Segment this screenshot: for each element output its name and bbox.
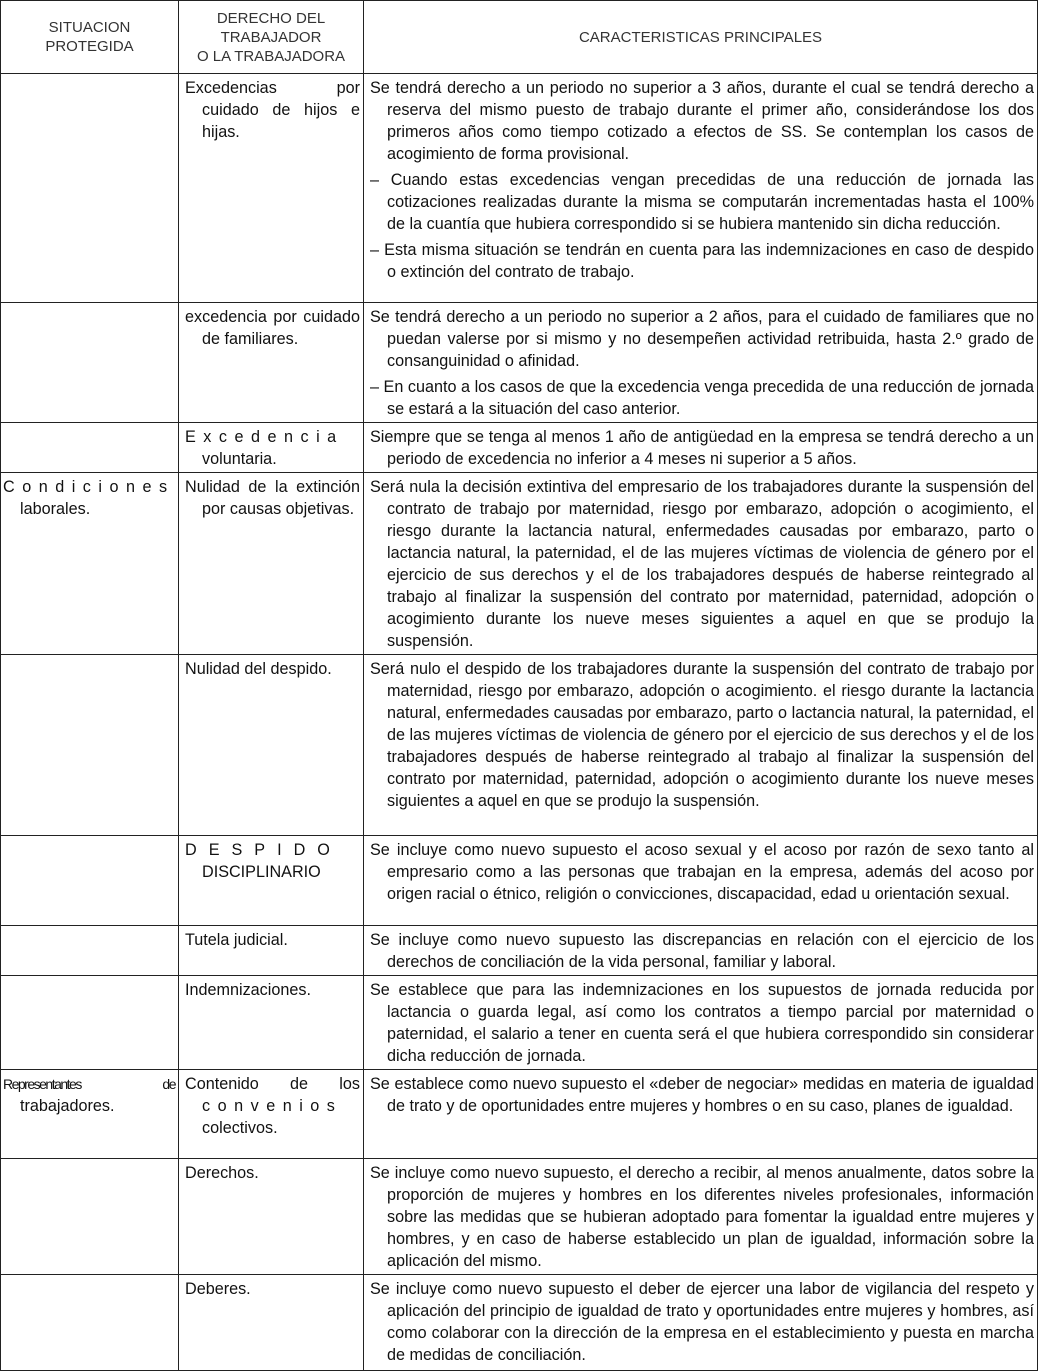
- cell-situacion: [1, 836, 179, 926]
- table-row: [1, 423, 1038, 473]
- table-row: [1, 926, 1038, 976]
- derecho-label-part: DISCIPLINARIO: [202, 863, 321, 881]
- derecho-label: [185, 426, 360, 470]
- cell-situacion: [1, 303, 179, 423]
- derecho-label: Tutela judicial.: [185, 931, 288, 949]
- table-row: [1, 473, 1038, 655]
- cell-derecho: [179, 836, 364, 926]
- cell-situacion: [1, 1275, 179, 1371]
- cell-caracteristicas: [364, 74, 1038, 303]
- header-row: [1, 1, 1038, 74]
- table-row: [1, 1159, 1038, 1275]
- cell-caracteristicas: [364, 1275, 1038, 1371]
- header-derecho: [179, 1, 364, 74]
- caracteristica-text: Será nula la decisión extintiva del empresario de los trabajadores durante la suspensión del contrato de trabajo por maternidad, riesgo por embarazo, adopción o acogimiento, el riesgo durante la lactancia natural, enfermedades causadas por embarazo, parto o lactancia natural, la paternidad, el de las mujeres víctimas de violencia de género por el ejercicio de sus derechos y el de los trabajadores después de haberse reintegrado al trabajo al finalizar la suspensión del contrato por maternidad, paternidad, adopción o acogimiento durante los nueve meses siguientes a aquel en que se produjo la suspensión.: [370, 478, 1034, 650]
- cell-caracteristicas: [364, 655, 1038, 836]
- header-derecho-line: TRABAJADOR: [220, 28, 322, 46]
- cell-derecho: [179, 74, 364, 303]
- header-caracteristicas: [364, 1, 1038, 74]
- table-row: [1, 976, 1038, 1070]
- cell-situacion: [1, 473, 179, 655]
- cell-derecho: [179, 1070, 364, 1159]
- table-row: [1, 303, 1038, 423]
- caracteristica-bullet: – En cuanto a los casos de que la excedencia venga precedida de una reducción de jornada se estará a la situación del caso anterior.: [370, 376, 1034, 420]
- derecho-label: excedencia por cuidado de familiares.: [185, 308, 360, 348]
- derecho-label-part: colectivos.: [202, 1119, 278, 1137]
- cell-derecho: [179, 473, 364, 655]
- caracteristica-text: Se establece que para las indemnizaciones en los supuestos de jornada reducida por lactancia o guarda legal, así como los contratos a tiempo parcial por maternidad o paternidad, el salario a tener en cuenta será el que hubiera correspondido sin considerar dicha reducción de jornada.: [370, 981, 1034, 1065]
- cell-caracteristicas: [364, 423, 1038, 473]
- derecho-label: [185, 1073, 360, 1139]
- derecho-label: Excedencias por cuidado de hijos e hijas.: [185, 79, 360, 141]
- caracteristica-text: Se incluye como nuevo supuesto, el derecho a recibir, al menos anualmente, datos sobre la proporción de mujeres y hombres en los diferentes niveles profesionales, información sobre las medidas que se hubieran adoptado para fomentar la igualdad entre mujeres y hombres, y en caso de haberse establecido un plan de igualdad, información sobre la aplicación del mismo.: [370, 1164, 1034, 1270]
- caracteristica-text: Se incluye como nuevo supuesto las discrepancias en relación con el ejercicio de los derechos de conciliación de la vida personal, familiar y laboral.: [370, 931, 1034, 971]
- caracteristica-text: Se tendrá derecho a un periodo no superior a 2 años, para el cuidado de familiares que no puedan valerse por si mismo y no desempeñen actividad retribuida, hasta 2.º grado de consanguinidad o afinidad.: [370, 308, 1034, 370]
- cell-caracteristicas: [364, 1159, 1038, 1275]
- cell-derecho: [179, 976, 364, 1070]
- derecho-label-part: convenios: [202, 1097, 343, 1115]
- cell-caracteristicas: [364, 926, 1038, 976]
- caracteristica-text: Será nulo el despido de los trabajadores durante la suspensión del contrato de trabajo por maternidad, riesgo por embarazo, adopción o acogimiento. el riesgo durante la lactancia natural, enfermedades causadas por embarazo, parto o lactancia natural, la paternidad, el de las mujeres víctimas de violencia de género por el ejercicio de sus derechos y el de los trabajadores después de haberse reintegrado al trabajo al finalizar la suspensión del contrato por maternidad, paternidad, adopción o acogimiento durante los nueve meses siguientes a aquel en que se produjo la suspensión.: [370, 660, 1034, 810]
- cell-situacion: [1, 655, 179, 836]
- cell-situacion: [1, 74, 179, 303]
- cell-situacion: [1, 926, 179, 976]
- derecho-label-part: voluntaria.: [202, 450, 277, 468]
- caracteristica-text: Se incluye como nuevo supuesto el deber de ejercer una labor de vigilancia del respeto y aplicación del principio de igualdad de trato y oportunidades entre mujeres y hombres, así como colaborar con la dirección de la empresa en el establecimiento y puesta en marcha de medidas de conciliación.: [370, 1280, 1034, 1364]
- caracteristica-bullet: – Cuando estas excedencias vengan precedidas de una reducción de jornada las cotizaciones realizadas durante la misma se computarán incrementadas hasta el 100% de la cuantía que hubiera correspondido si se hubiera mantenido sin dicha reducción.: [370, 169, 1034, 235]
- situacion-label-part: Representantes de: [3, 1076, 175, 1092]
- header-situacion-line: PROTEGIDA: [45, 38, 134, 55]
- caracteristica-bullet: – Esta misma situación se tendrán en cuenta para las indemnizaciones en caso de despido o extinción del contrato de trabajo.: [370, 239, 1034, 283]
- cell-situacion: [1, 976, 179, 1070]
- header-derecho-line: DERECHO DEL: [216, 9, 326, 27]
- cell-derecho: [179, 423, 364, 473]
- header-situacion: [1, 1, 179, 74]
- cell-caracteristicas: [364, 836, 1038, 926]
- derecho-label-part: DESPIDO: [185, 841, 342, 859]
- cell-caracteristicas: [364, 303, 1038, 423]
- table-row: [1, 74, 1038, 303]
- table-row: [1, 655, 1038, 836]
- situacion-label-part: Condiciones: [3, 478, 175, 496]
- cell-caracteristicas: [364, 976, 1038, 1070]
- cell-derecho: [179, 1159, 364, 1275]
- cell-derecho: [179, 1275, 364, 1371]
- cell-situacion: [1, 1070, 179, 1159]
- cell-caracteristicas: [364, 473, 1038, 655]
- header-derecho-line: O LA TRABAJADORA: [196, 47, 346, 65]
- table-row: [1, 836, 1038, 926]
- cell-derecho: [179, 926, 364, 976]
- derecho-label: Nulidad de la extinción por causas objetivas.: [185, 478, 360, 518]
- table-row: [1, 1070, 1038, 1159]
- cell-situacion: [1, 423, 179, 473]
- derecho-label: Indemnizaciones.: [185, 981, 311, 999]
- situacion-label-part: trabajadores.: [20, 1097, 115, 1115]
- header-caracteristicas-label: CARACTERISTICAS PRINCIPALES: [578, 28, 823, 46]
- derecho-label: Deberes.: [185, 1280, 251, 1298]
- cell-derecho: [179, 303, 364, 423]
- caracteristica-text: Se incluye como nuevo supuesto el acoso sexual y el acoso por razón de sexo tanto al empresario como a las personas que trabajan en la empresa, además del acoso por origen racial o étnico, religión o convicciones, discapacidad, edad u orientación sexual.: [370, 841, 1034, 903]
- derecho-label: [185, 839, 360, 883]
- derecho-label: Nulidad del despido.: [185, 660, 332, 678]
- derecho-label: Derechos.: [185, 1164, 259, 1182]
- cell-derecho: [179, 655, 364, 836]
- cell-situacion: [1, 1159, 179, 1275]
- table-row: [1, 1275, 1038, 1371]
- situacion-label-part: laborales.: [20, 500, 91, 518]
- situacion-label: [3, 1073, 175, 1117]
- header-situacion-line: SITUACION: [48, 19, 131, 36]
- caracteristica-text: Se establece como nuevo supuesto el «deber de negociar» medidas en materia de igualdad de trato y de oportunidades entre mujeres y hombres o en su caso, planes de igualdad.: [370, 1075, 1034, 1115]
- derecho-label-part: Excedencia: [185, 428, 344, 446]
- derecho-label-part: Contenido de los: [185, 1075, 360, 1093]
- cell-caracteristicas: [364, 1070, 1038, 1159]
- caracteristica-text: Siempre que se tenga al menos 1 año de antigüedad en la empresa se tendrá derecho a un periodo de excedencia no inferior a 4 meses ni superior a 5 años.: [370, 428, 1034, 468]
- caracteristica-text: Se tendrá derecho a un periodo no superior a 3 años, durante el cual se tendrá derecho a reserva del mismo puesto de trabajo durante el primer año, considerándose los dos primeros años como tiempo cotizado a efectos de SS. Se contemplan los casos de acogimiento de forma provisional.: [370, 79, 1034, 163]
- situacion-label: [3, 476, 175, 520]
